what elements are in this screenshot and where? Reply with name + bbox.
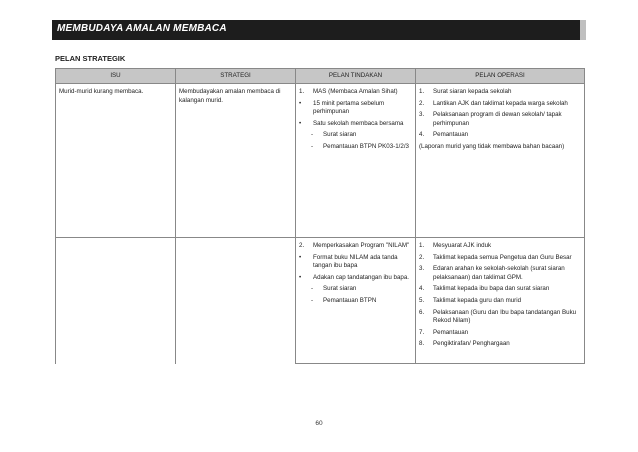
list-marker: 1. (419, 88, 425, 95)
list-marker: 1. (419, 242, 425, 249)
list-item (419, 309, 581, 326)
cell-operasi (416, 238, 585, 364)
list-text: Pemantauan (433, 131, 469, 139)
list-item (419, 88, 581, 97)
list-marker: 6. (419, 308, 425, 316)
table-row (56, 238, 585, 364)
list-text: Edaran arahan ke sekolah-sekolah (surat siaran pelaksanaan) dan taklimat GPM. (433, 265, 565, 281)
header-isu: ISU (56, 69, 176, 84)
list-text: Taklimat kepada semua Pengetua dan Guru Besar (433, 253, 572, 261)
list-marker: • (299, 99, 302, 107)
list-marker: - (311, 131, 314, 139)
list-marker: • (299, 119, 302, 127)
list-item (299, 100, 412, 117)
list-marker: 2. (299, 242, 305, 249)
list-item (299, 143, 412, 152)
table-row (56, 84, 585, 238)
page-number: 60 (315, 420, 323, 427)
list-marker: 5. (419, 296, 425, 304)
header-pelan-operasi: PELAN OPERASI (416, 69, 585, 84)
list-marker: 1. (299, 88, 305, 95)
cell-tindakan (296, 238, 416, 364)
tindakan-sub-list (299, 285, 412, 305)
list-text: Pemantauan BTPN (323, 296, 377, 304)
list-item (419, 254, 581, 263)
cell-empty (176, 238, 296, 364)
list-marker: 4. (419, 131, 425, 139)
list-marker: 2. (419, 253, 425, 261)
list-marker: - (311, 285, 314, 293)
cell-empty (56, 238, 176, 364)
list-item (299, 120, 412, 129)
list-item (299, 297, 412, 306)
list-item (419, 242, 581, 251)
list-text: Satu sekolah membaca bersama (313, 119, 404, 127)
list-text: MAS (Membaca Amalan Sihat) (313, 88, 398, 95)
list-marker: - (311, 296, 314, 304)
list-marker: • (299, 253, 302, 261)
list-marker: 7. (419, 328, 425, 336)
list-text: Adakan cap tandatangan ibu bapa. (313, 273, 409, 281)
strategy-table (55, 68, 585, 364)
list-item (299, 131, 412, 140)
list-marker: 8. (419, 340, 425, 348)
list-text: Format buku NILAM ada tanda tangan ibu bapa (313, 253, 398, 270)
list-marker: 3. (419, 265, 425, 273)
operasi-list (419, 242, 581, 349)
list-text: Taklimat kepada guru dan murid (433, 296, 522, 304)
list-item (419, 329, 581, 338)
list-text: Memperkasakan Program "NILAM" (313, 242, 410, 249)
cell-strategi (176, 84, 296, 238)
cell-operasi (416, 84, 585, 238)
cell-isu (56, 84, 176, 238)
list-text: Pelaksanaan (Guru dan Ibu bapa tandatangan Buku Rekod Nilam) (433, 308, 577, 325)
list-item (299, 88, 412, 97)
table-header-row (56, 69, 585, 84)
operasi-note: (Laporan murid yang tidak membawa bahan bacaan) (419, 142, 565, 150)
list-text: Pemantauan (433, 328, 469, 336)
list-marker: 4. (419, 285, 425, 293)
list-item (419, 297, 581, 306)
list-item (419, 131, 581, 140)
list-item (419, 265, 581, 282)
list-marker: 2. (419, 99, 425, 107)
list-item (299, 254, 412, 271)
operasi-list (419, 88, 581, 140)
list-text: Taklimat kepada ibu bapa dan surat siaran (433, 285, 550, 293)
list-item (419, 285, 581, 294)
list-marker: • (299, 273, 302, 281)
header-strategi: STRATEGI (176, 69, 296, 84)
list-text: Surat siaran (323, 131, 357, 139)
list-text: Lantikan AJK dan taklimat kepada warga sekolah (433, 99, 568, 107)
tindakan-list (299, 88, 412, 128)
list-item (419, 340, 581, 349)
tindakan-list (299, 242, 412, 282)
page-header (52, 20, 586, 40)
list-text: Pelaksanaan program di dewan sekolah/ tapak perhimpunan (433, 111, 562, 127)
header-pelan-tindakan: PELAN TINDAKAN (296, 69, 416, 84)
list-item (299, 242, 412, 251)
list-marker: 3. (419, 111, 425, 119)
section-title: PELAN STRATEGIK (55, 54, 126, 63)
page-header-title: MEMBUDAYA AMALAN MEMBACA (57, 23, 227, 34)
list-item (419, 100, 581, 109)
list-text: Surat siaran kepada sekolah (433, 88, 512, 95)
list-text: 15 minit pertama sebelum perhimpunan (313, 99, 385, 116)
tindakan-sub-list (299, 131, 412, 151)
isu-text: Murid-murid kurang membaca. (59, 88, 144, 95)
list-item (419, 111, 581, 128)
list-item (299, 285, 412, 294)
strategi-text: Membudayakan amalan membaca di kalangan murid. (179, 88, 281, 104)
list-text: Pengiktirafan/ Penghargaan (433, 340, 510, 348)
list-text: Pemantauan BTPN PK03-1/2/3 (323, 142, 409, 150)
list-text: Mesyuarat AJK induk (433, 242, 492, 249)
list-marker: - (311, 142, 314, 150)
list-item (299, 274, 412, 283)
cell-tindakan (296, 84, 416, 238)
list-text: Surat siaran (323, 285, 357, 293)
